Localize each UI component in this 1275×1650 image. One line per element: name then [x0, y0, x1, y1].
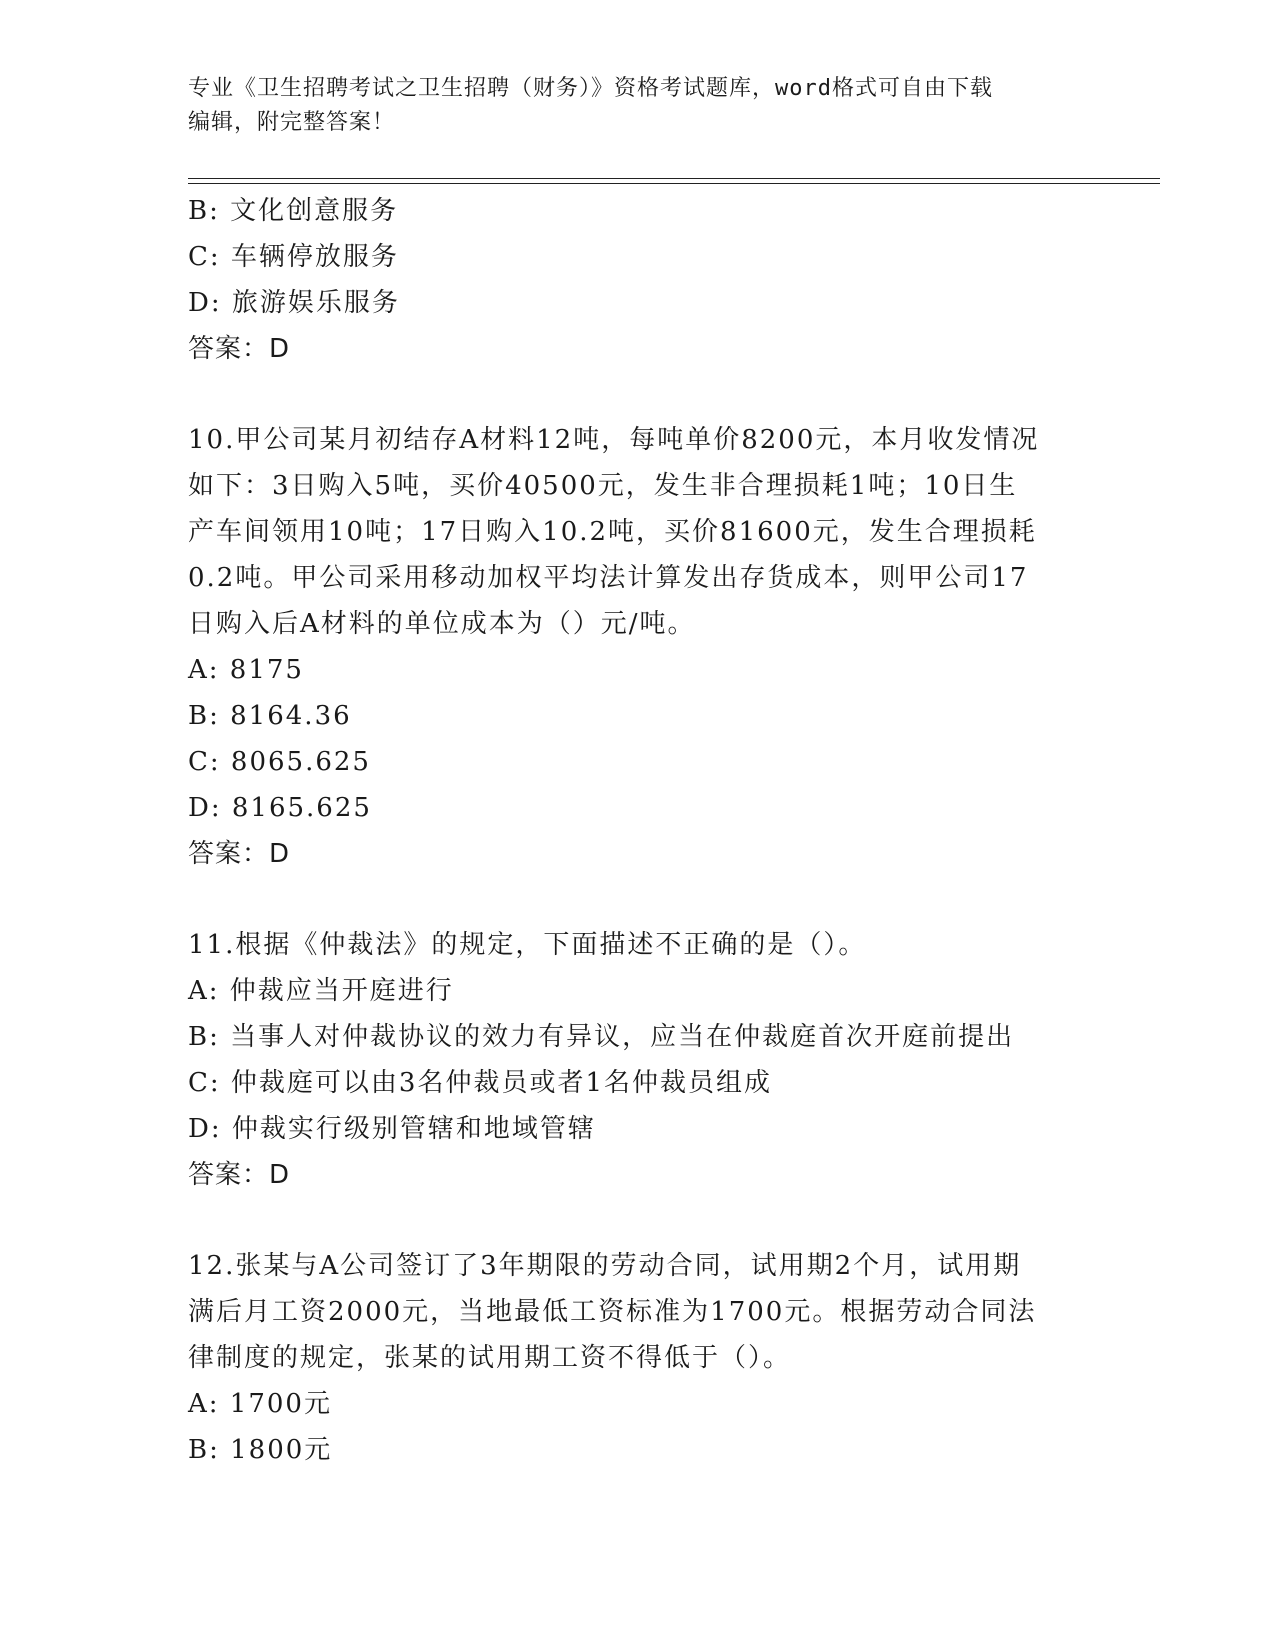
spacer: [188, 877, 1088, 922]
option-c: C: 车辆停放服务: [188, 242, 399, 272]
question-text-line: 11.根据《仲裁法》的规定，下面描述不正确的是（）。: [188, 930, 867, 960]
question-text-line: 如下：3日购入5吨，买价40500元，发生非合理损耗1吨；10日生: [188, 471, 1018, 501]
header-line-1: 专业《卫生招聘考试之卫生招聘（财务）》资格考试题库，word格式可自由下载: [188, 76, 993, 101]
option-a: A: 1700元: [188, 1389, 332, 1419]
question-content: [188, 188, 1088, 1473]
option-d: D: 仲裁实行级别管辖和地域管辖: [188, 1114, 596, 1144]
answer-line: 答案：D: [188, 839, 291, 869]
question-text-line: 10.甲公司某月初结存A材料12吨，每吨单价8200元，本月收发情况: [188, 425, 1040, 455]
question-text-line: 12.张某与A公司签订了3年期限的劳动合同，试用期2个月，试用期: [188, 1251, 1022, 1281]
answer-line: 答案：D: [188, 334, 291, 364]
question-text-line: 0.2吨。甲公司采用移动加权平均法计算发出存货成本，则甲公司17: [188, 563, 1029, 593]
question-11: [188, 922, 1088, 1198]
question-12: [188, 1243, 1088, 1473]
question-text-line: 日购入后A材料的单位成本为（）元/吨。: [188, 609, 696, 639]
answer-line: 答案：D: [188, 1160, 291, 1190]
option-b: B: 当事人对仲裁协议的效力有异议，应当在仲裁庭首次开庭前提出: [188, 1022, 1015, 1052]
question-text-line: 产车间领用10吨；17日购入10.2吨，买价81600元，发生合理损耗: [188, 517, 1037, 547]
option-d: D: 8165.625: [188, 793, 372, 823]
spacer: [188, 1198, 1088, 1243]
option-c: C: 仲裁庭可以由3名仲裁员或者1名仲裁员组成: [188, 1068, 773, 1098]
option-a: A: 仲裁应当开庭进行: [188, 976, 454, 1006]
option-d: D: 旅游娱乐服务: [188, 288, 400, 318]
spacer: [188, 372, 1088, 417]
document-header-note: [188, 72, 1088, 140]
header-line-2: 编辑，附完整答案！: [188, 110, 396, 135]
option-b: B: 8164.36: [188, 701, 352, 731]
option-a: A: 8175: [188, 655, 304, 685]
option-b: B: 文化创意服务: [188, 196, 399, 226]
option-b: B: 1800元: [188, 1435, 333, 1465]
question-text-line: 律制度的规定，张某的试用期工资不得低于（）。: [188, 1343, 792, 1373]
question-text-line: 满后月工资2000元，当地最低工资标准为1700元。根据劳动合同法: [188, 1297, 1037, 1327]
question-10: [188, 417, 1088, 877]
option-c: C: 8065.625: [188, 747, 371, 777]
header-divider-bottom: [188, 183, 1160, 184]
question-9-tail: [188, 188, 1088, 372]
header-divider-top: [188, 178, 1160, 179]
